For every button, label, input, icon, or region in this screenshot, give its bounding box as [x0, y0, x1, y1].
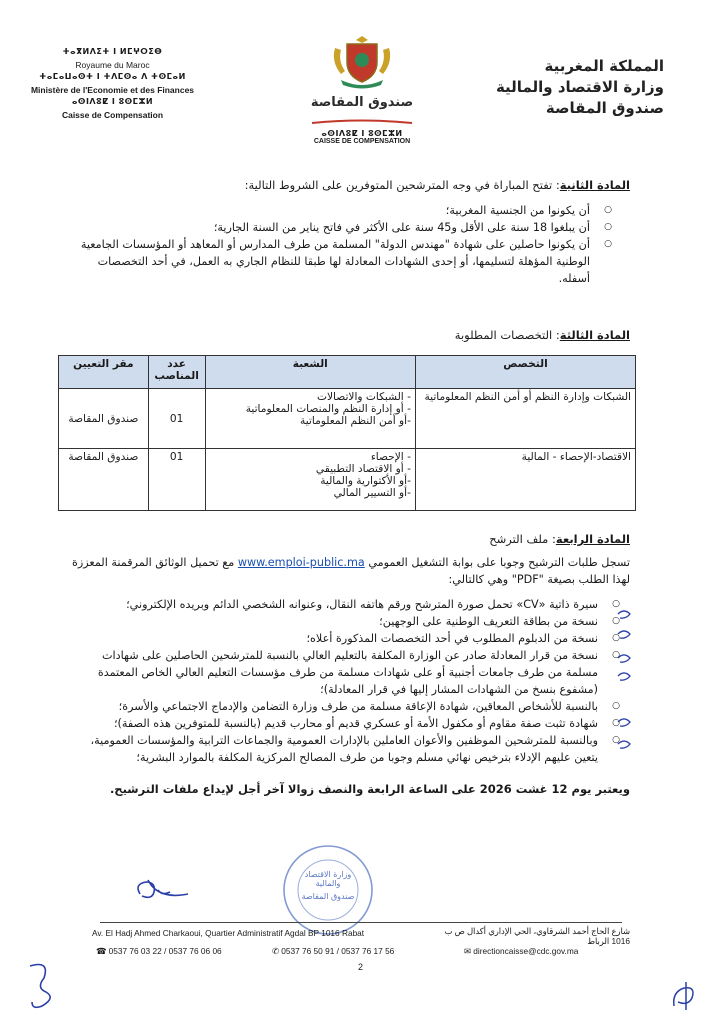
- deadline-text: ويعتبر يوم 12 غشت 2026 على الساعة الرابعة والنصف زوالا آخر أجل لإيداع ملفات الترشيح.: [109, 782, 630, 796]
- handwritten-initial-right: [664, 978, 704, 1014]
- emploi-public-link[interactable]: www.emploi-public.ma: [237, 556, 365, 569]
- list-item: ○ شهادة تثبت صفة مقاوم أو مكفول الأمة أو عسكري قديم أو محارب قديم (بالنسبة للمتوفرين هذه الصفة)؛: [70, 715, 624, 732]
- cell-location: صندوق المقاصة: [59, 389, 149, 449]
- list-item: ○ نسخة من قرار المعادلة صادر عن الوزارة المكلفة بالتعليم العالي بالنسبة للمترشحين الحاصلين على شهادات مسلمة من طرف جامعات أجنبية أو على شهادات مسلمة من طرف مؤسسات التعليم العالي الخاص المعتمدة (مشفوع بنسخ من الشهادات المشار إليها في قرار المعادلة)؛: [70, 647, 624, 698]
- article-4-intro: : ملف الترشح: [489, 532, 556, 546]
- article-2: [70, 176, 630, 287]
- article-4: [70, 530, 630, 798]
- logo-french-text: CAISSE DE COMPENSATION: [313, 138, 411, 145]
- article-3-title: المادة الثالثة: [559, 328, 630, 342]
- col-specialty: التخصص: [415, 356, 635, 389]
- tifinagh-ministry: ⵜⴰⵎⴰⵡⴰⵙⵜ ⵏ ⵜⴷⵎⵙⴰ ⴷ ⵜⵙⵎⴰⵍ: [39, 72, 186, 81]
- cell-location: صندوق المقاصة: [59, 449, 149, 511]
- logo-underline-swoosh: [307, 119, 417, 125]
- col-location: مقر التعيين: [59, 356, 149, 389]
- stamp-circle-icon: [280, 842, 376, 938]
- article-2-intro: : تفتح المباراة في وجه المترشحين المتوفرين على الشروط التالية:: [244, 178, 560, 192]
- list-item: ○ أن يكونوا حاصلين على شهادة "مهندس الدولة" المسلمة من طرف المدارس أو المعاهد أو المؤسسات الجامعية الوطنية المؤهلة لتسليمها، أو إحدى الشهادات المعادلة لها طبقا للنظام الجاري به العمل، في أحد التخصصات أسفله.: [70, 236, 616, 287]
- email-text: directioncaisse@cdc.gov.ma: [473, 946, 579, 956]
- article-4-title: المادة الرابعة: [555, 532, 630, 546]
- fax-icon: ✆: [272, 946, 282, 956]
- branch-line: - الشبكات والاتصالات: [317, 391, 411, 403]
- header-left-block: [20, 46, 205, 121]
- footer-divider: [100, 922, 622, 923]
- branch-line: -أو التسيير المالي: [333, 487, 411, 499]
- coat-of-arms-icon: [327, 30, 397, 92]
- list-item: ○ أن يبلغوا 18 سنة على الأقل و45 سنة على الأكثر في فاتح يناير من السنة الجارية؛: [70, 219, 616, 236]
- phone-2-text: 0537 76 50 91 / 0537 76 17 56: [281, 946, 395, 956]
- footer-email: [464, 946, 578, 956]
- handwritten-check-marks: [612, 606, 646, 756]
- logo-tifinagh-text: ⴰⵙⵏⴷⵓⵇ ⵏ ⵓⵙⵎⵣⵍ: [321, 129, 403, 138]
- specialties-table: [58, 355, 636, 511]
- branch-line: -أو الأكتوارية والمالية: [320, 475, 411, 487]
- footer-phone-1: [96, 946, 222, 956]
- kingdom-label-fr: Royaume du Maroc: [75, 59, 150, 70]
- list-item: ○ نسخة من بطاقة التعريف الوطنية على الوجهين؛: [70, 613, 624, 630]
- handwritten-initial-left: [22, 958, 62, 1012]
- email-icon: ✉: [464, 946, 474, 956]
- list-item: ○ أن يكونوا من الجنسية المغربية؛: [70, 202, 616, 219]
- tifinagh-caisse: ⴰⵙⵏⴷⵓⵇ ⵏ ⵓⵙⵎⵣⵍ: [71, 97, 154, 106]
- table-header-row: [59, 356, 636, 389]
- list-item: ○ سيرة ذاتية «CV» تحمل صورة المترشح ورقم هاتفه النقال، وعنوانه الشخصي الدائم وبريده الإلكتروني؛: [70, 596, 624, 613]
- cell-posts: 01: [148, 389, 205, 449]
- tifinagh-kingdom: ⵜⴰⴳⵍⴷⵉⵜ ⵏ ⵍⵎⵖⵔⵉⴱ: [62, 47, 163, 56]
- stamp-text-1: وزارة الاقتصاد والمالية: [304, 870, 352, 888]
- ministry-label-fr: Ministère de l'Economie et des Finances: [30, 84, 195, 95]
- kingdom-label-ar: المملكة المغربية: [544, 57, 664, 75]
- article-4-paragraph: [70, 554, 630, 588]
- header-right-block: [454, 56, 664, 119]
- table-row: [59, 389, 636, 449]
- col-posts: عدد المناصب: [148, 356, 205, 389]
- article-3-heading: [70, 326, 630, 344]
- article-2-title: المادة الثانية: [559, 178, 630, 192]
- ministry-label-ar: وزارة الاقتصاد والمالية: [495, 78, 664, 96]
- branch-line: - أو إدارة النظم والمنصات المعلوماتية: [245, 403, 411, 415]
- list-item: ○ بالنسبة للأشخاص المعاقين، شهادة الإعاقة مسلمة من طرف وزارة التضامن والإدماج الاجتماعي والأسرة؛: [70, 698, 624, 715]
- cell-branch: [205, 449, 415, 511]
- phone-1-text: 0537 76 03 22 / 0537 76 06 06: [108, 946, 222, 956]
- cell-branch: [205, 389, 415, 449]
- caisse-label-ar: صندوق المقاصة: [545, 99, 664, 117]
- phone-icon: ☎: [96, 946, 109, 956]
- cell-specialty: الشبكات وإدارة النظم أو أمن النظم المعلوماتية: [415, 389, 635, 449]
- table-row: [59, 449, 636, 511]
- article-3-intro: : التخصصات المطلوبة: [454, 328, 560, 342]
- list-item: ○ وبالنسبة للمترشحين الموظفين والأعوان العاملين بالإدارات العمومية والجماعات الترابية والمؤسسات العمومية، يتعين عليهم الإدلاء بترخيص نهائي مسلم وجوبا من طرف المصالح المركزية المكلفة بالموارد البشرية؛: [70, 732, 624, 766]
- branch-line: - أو الاقتصاد التطبيقي: [315, 463, 411, 475]
- article-4-text-2: مع تحميل الوثائق المرقمنة المعززة لهذا الطلب بصيغة "PDF" وهي كالتالي:: [71, 556, 630, 586]
- stamp-text-2: صندوق المقاصة: [301, 892, 355, 901]
- logo-arabic-text: صندوق المقاصة: [310, 95, 414, 110]
- branch-line: -أو أمن النظم المعلوماتية: [300, 415, 411, 427]
- page-number: 2: [358, 962, 364, 972]
- list-item: ○ نسخة من الدبلوم المطلوب في أحد التخصصات المذكورة أعلاه؛: [70, 630, 624, 647]
- caisse-label-fr: Caisse de Compensation: [61, 109, 164, 120]
- article-4-text-1: تسجل طلبات الترشيح وجوبا على بوابة التشغيل العمومي: [368, 556, 630, 569]
- signature-mark: [128, 870, 198, 910]
- coat-of-arms-logo: [296, 30, 428, 145]
- cell-posts: 01: [148, 449, 205, 511]
- branch-line: - الإحصاء: [370, 451, 411, 463]
- footer-phone-2: [272, 946, 394, 956]
- official-stamp: [280, 842, 376, 938]
- footer-address-ar: شارع الحاج أحمد الشرقاوي، الحي الإداري أكدال ص ب 1016 الرباط: [444, 926, 630, 946]
- cell-specialty: الاقتصاد-الإحصاء - المالية: [415, 449, 635, 511]
- footer-address-fr: Av. El Hadj Ahmed Charkaoui, Quartier Administratif Agdal BP 1016 Rabat: [92, 928, 365, 938]
- col-branch: الشعبة: [205, 356, 415, 389]
